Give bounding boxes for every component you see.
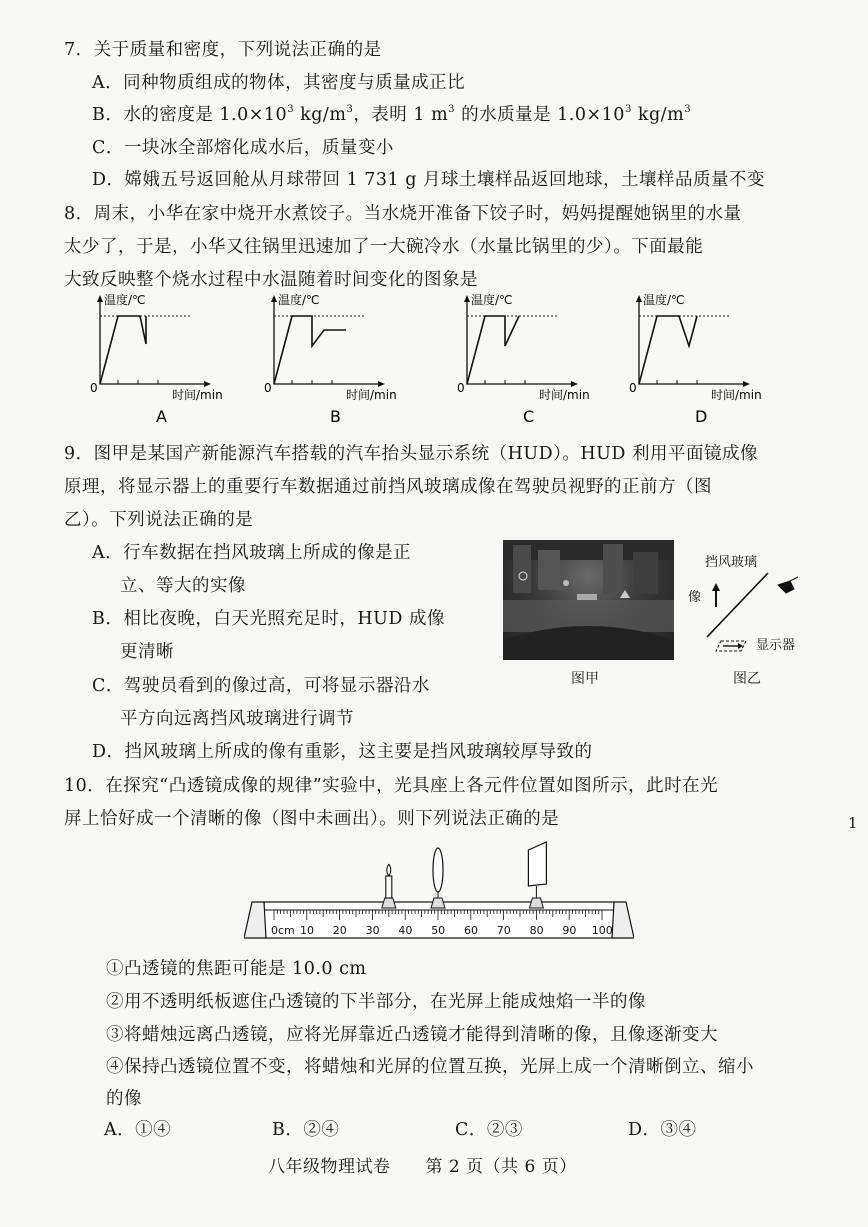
q10-option-d: D．③④	[628, 1120, 697, 1140]
q7-option-b: B．水的密度是 $1.0\times 10^3$ $kg/m^3$，表明 1 $m^3$ 的水质量是 $1.0\times 10^3$ $kg/m^3$	[92, 104, 692, 125]
x-axis-label: 时间/min	[711, 388, 762, 402]
x-axis-label: 时间/min	[346, 388, 397, 402]
y-axis-arrow	[97, 295, 103, 302]
holder-base	[382, 898, 396, 908]
q10-option-c: C．②③	[455, 1120, 523, 1140]
scale-label: 10	[300, 924, 314, 937]
y-axis-arrow	[636, 295, 642, 302]
q9-option-c-line-1: C．驾驶员看到的像过高，可将显示器沿水	[92, 676, 430, 696]
origin-label: 0	[629, 381, 637, 395]
x-axis-arrow	[204, 381, 211, 387]
y-axis-label: 温度/℃	[278, 293, 320, 307]
q10-line-1: 10．在探究“凸透镜成像的规律”实验中，光具座上各元件位置如图所示，此时在光	[64, 776, 719, 796]
origin-label: 0	[264, 381, 272, 395]
holder-base	[529, 898, 543, 908]
hud-photo-scene	[503, 540, 674, 660]
page-footer: 八年级物理试卷 第 2 页（共 6 页）	[268, 1157, 577, 1177]
x-axis-label: 时间/min	[172, 388, 223, 402]
scale-label: 80	[529, 924, 544, 937]
temperature-time-graph	[627, 292, 777, 427]
fig1-caption: 图甲	[571, 672, 599, 687]
q10-option-a: A．①④	[104, 1120, 172, 1140]
scale-label: 20	[332, 924, 347, 937]
margin-number: 1	[848, 814, 859, 832]
y-axis-arrow	[271, 295, 277, 302]
scale-label: 0cm	[271, 924, 295, 937]
q7-option-a: A．同种物质组成的物体，其密度与质量成正比	[92, 73, 466, 93]
q8-line-3: 大致反映整个烧水过程中水温随着时间变化的图象是	[64, 270, 478, 290]
scale-label: 40	[398, 924, 413, 937]
x-axis-arrow	[743, 381, 750, 387]
temperature-curve	[639, 316, 697, 384]
scale-label: 70	[496, 924, 511, 937]
graph-option-label: C	[523, 407, 535, 426]
display-label: 显示器	[756, 638, 796, 653]
candle	[386, 876, 392, 898]
axes	[100, 298, 208, 384]
q9-option-b-line-1: B．相比夜晚，白天光照充足时，HUD 成像	[92, 609, 445, 629]
scale-label: 90	[562, 924, 577, 937]
temperature-curve	[274, 316, 346, 384]
temperature-time-graph	[455, 292, 605, 427]
x-axis-arrow	[378, 381, 385, 387]
optical-bench	[244, 840, 634, 945]
origin-label: 0	[90, 381, 98, 395]
y-axis-label: 温度/℃	[643, 293, 685, 307]
holder-base	[431, 898, 445, 908]
q7-stem: 7．关于质量和密度，下列说法正确的是	[64, 40, 382, 60]
q9-line-1: 9．图甲是某国产新能源汽车搭载的汽车抬头显示系统（HUD）。HUD 利用平面镜成像	[64, 444, 759, 464]
fig2-caption: 图乙	[733, 672, 761, 687]
hud-diagram-svg	[680, 545, 810, 660]
scale-label: 60	[464, 924, 478, 937]
axes	[274, 298, 382, 384]
left-leg	[244, 902, 266, 938]
q8-graph-b	[262, 292, 412, 427]
x-axis-arrow	[571, 381, 578, 387]
convex-lens	[433, 848, 443, 892]
graph-option-label: A	[156, 407, 167, 426]
q7-option-d: D．嫦娥五号返回舱从月球带回 1 731 g 月球土壤样品返回地球，土壤样品质量不变	[92, 170, 766, 190]
y-axis-label: 温度/℃	[104, 293, 146, 307]
light-screen	[528, 842, 546, 886]
q10-statement-1: ①凸透镜的焦距可能是 10.0 cm	[106, 959, 367, 979]
temperature-time-graph	[262, 292, 412, 427]
q9-option-b-line-2: 更清晰	[120, 642, 174, 662]
q10-line-2: 屏上恰好成一个清晰的像（图中未画出）。则下列说法正确的是	[64, 809, 560, 829]
graph-option-label: B	[330, 407, 341, 426]
q10-statement-4-line-2: 的像	[106, 1089, 142, 1109]
q9-option-a-line-1: A．行车数据在挡风玻璃上所成的像是正	[92, 543, 412, 563]
graph-option-label: D	[695, 407, 708, 426]
q8-graph-c	[455, 292, 605, 427]
eye-icon	[778, 577, 798, 593]
q8-line-1: 8．周末，小华在家中烧开水煮饺子。当水烧开准备下饺子时，妈妈提醒她锅里的水量	[64, 204, 742, 224]
q8-graph-a	[88, 292, 238, 427]
optical-bench-svg	[244, 840, 634, 945]
x-axis-label: 时间/min	[539, 388, 590, 402]
q7-option-c: C．一块冰全部熔化成水后，质量变小	[92, 138, 394, 158]
q9-line-2: 原理，将显示器上的重要行车数据通过前挡风玻璃成像在驾驶员视野的正前方（图	[64, 477, 712, 497]
image-label: 像	[688, 590, 702, 605]
temperature-curve	[467, 316, 519, 384]
windshield-label: 挡风玻璃	[705, 555, 758, 570]
y-axis-arrow	[464, 295, 470, 302]
y-axis-label: 温度/℃	[471, 293, 513, 307]
scale-label: 100	[591, 924, 613, 937]
q10-option-b: B．②④	[272, 1120, 340, 1140]
scale-label: 30	[365, 924, 380, 937]
hud-photo	[503, 540, 674, 660]
origin-label: 0	[457, 381, 465, 395]
temperature-curve	[100, 316, 146, 384]
axes	[467, 298, 575, 384]
q9-option-a-line-2: 立、等大的实像	[120, 576, 246, 596]
temperature-time-graph	[88, 292, 238, 427]
right-leg	[612, 902, 634, 938]
q10-statement-3: ③将蜡烛远离凸透镜，应将光屏靠近凸透镜才能得到清晰的像，且像逐渐变大	[106, 1025, 718, 1045]
q10-statement-2: ②用不透明纸板遮住凸透镜的下半部分，在光屏上能成烛焰一半的像	[106, 992, 646, 1012]
hud-diagram	[680, 545, 810, 660]
q9-option-d: D．挡风玻璃上所成的像有重影，这主要是挡风玻璃较厚导致的	[92, 742, 593, 762]
q8-line-2: 太少了，于是，小华又往锅里迅速加了一大碗冷水（水量比锅里的少）。下面最能	[64, 237, 704, 257]
axes	[639, 298, 747, 384]
scale-label: 50	[431, 924, 446, 937]
q9-option-c-line-2: 平方向远离挡风玻璃进行调节	[120, 709, 354, 729]
q9-line-3: 乙）。下列说法正确的是	[64, 510, 254, 530]
candle-flame	[387, 864, 391, 876]
q8-graph-d	[627, 292, 777, 427]
q10-statement-4-line-1: ④保持凸透镜位置不变，将蜡烛和光屏的位置互换，光屏上成一个清晰倒立、缩小	[106, 1057, 754, 1077]
